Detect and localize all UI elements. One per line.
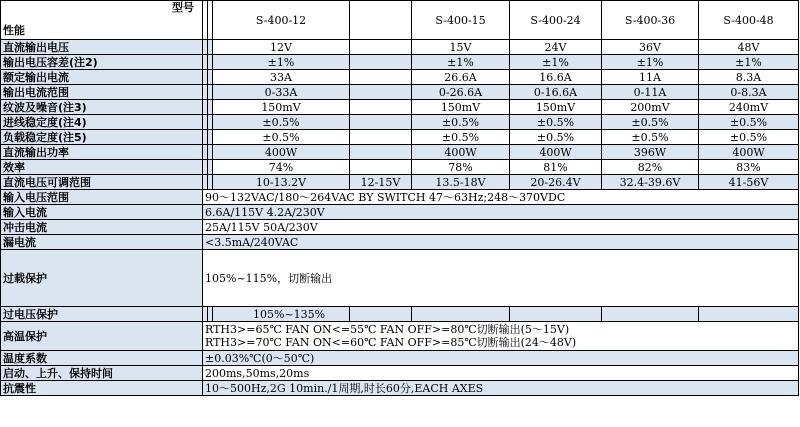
value-cell: 0-26.6A [412,85,510,100]
value-cell: 400W [699,145,799,160]
value-cell: 81% [510,160,602,175]
row-label: 过电压保护 [1,307,203,322]
value-cell: 10～500Hz,2G 10min./1周期,时长60分,EACH AXES [203,381,799,396]
model-header-label: 型号 [172,1,194,14]
value-cell: 41-56V [699,175,799,190]
row-label: 输出电压容差(注2) [1,55,203,70]
value-cell: ±1% [699,55,799,70]
value-cell: ±0.03%℃(0～50℃) [203,351,799,366]
overtemp-line-1: RTH3>=65℃ FAN ON<=55℃ FAN OFF>=80℃切断输出(5～15V) [205,323,570,336]
value-cell: 36V [602,40,699,55]
value-cell: 11A [602,70,699,85]
model-header: S-400-15 [412,1,510,40]
row-label: 直流电压可调范围 [1,175,203,190]
performance-header-label: 性能 [3,24,25,37]
row-label: 漏电流 [1,235,203,250]
value-cell: 0-33A [213,85,350,100]
spec-row-input-range [1,190,799,205]
value-cell: 32.4-39.6V [602,175,699,190]
value-cell: ±0.5% [412,115,510,130]
value-cell: 400W [213,145,350,160]
row-label: 温度系数 [1,351,203,366]
spec-row-leakage [1,235,799,250]
row-label: 直流输出功率 [1,145,203,160]
value-cell: 12V [213,40,350,55]
value-cell: 24V [510,40,602,55]
value-cell: 12-15V [350,175,412,190]
value-cell: 240mV [699,100,799,115]
spec-row [1,85,799,100]
spec-row [1,160,799,175]
spec-row [1,40,799,55]
value-cell: ±0.5% [412,130,510,145]
value-cell: ±0.5% [510,130,602,145]
value-cell: ±0.5% [213,115,350,130]
value-cell: ±1% [510,55,602,70]
value-cell: 10-13.2V [213,175,350,190]
value-cell [203,322,799,351]
row-label: 输出电流范围 [1,85,203,100]
row-label: 额定输出电流 [1,70,203,85]
spec-row-overvoltage [1,307,799,322]
spec-row-overload [1,250,799,307]
value-cell: 200mV [602,100,699,115]
value-cell: ±0.5% [699,115,799,130]
spec-row [1,115,799,130]
row-label: 冲击电流 [1,220,203,235]
model-header: S-400-36 [602,1,699,40]
value-cell: 8.3A [699,70,799,85]
row-label: 输入电流 [1,205,203,220]
value-cell: 82% [602,160,699,175]
value-cell: 20-26.4V [510,175,602,190]
value-cell: ±0.5% [699,130,799,145]
spec-row-inrush [1,220,799,235]
spec-row [1,145,799,160]
spec-row-vibration [1,381,799,396]
value-cell: 0-11A [602,85,699,100]
spec-row [1,130,799,145]
spec-row [1,55,799,70]
value-cell: 200ms,50ms,20ms [203,366,799,381]
row-label: 纹波及噪音(注3) [1,100,203,115]
row-label: 高温保护 [1,322,203,351]
value-cell: ±0.5% [602,115,699,130]
value-cell: 400W [412,145,510,160]
value-cell: 74% [213,160,350,175]
spec-row-temp-coeff [1,351,799,366]
row-label: 效率 [1,160,203,175]
row-label: 启动、上升、保持时间 [1,366,203,381]
value-cell: 13.5-18V [412,175,510,190]
value-cell: ±1% [412,55,510,70]
value-cell: ±1% [602,55,699,70]
value-cell: 78% [412,160,510,175]
row-label: 进线稳定度(注4) [1,115,203,130]
value-cell: 396W [602,145,699,160]
value-cell: 15V [412,40,510,55]
value-cell: 83% [699,160,799,175]
spec-row-timing [1,366,799,381]
value-cell: 0-16.6A [510,85,602,100]
value-cell: 150mV [213,100,350,115]
value-cell: 105%~115%，切断输出 [203,250,799,307]
value-cell: ±0.5% [510,115,602,130]
row-label: 过载保护 [1,250,203,307]
row-label: 负载稳定度(注5) [1,130,203,145]
spec-row [1,70,799,85]
value-cell: ±0.5% [213,130,350,145]
value-cell: 400W [510,145,602,160]
spec-row-overtemp [1,322,799,351]
value-cell: 16.6A [510,70,602,85]
row-label: 直流输出电压 [1,40,203,55]
model-header: S-400-12 [213,1,350,40]
value-cell: 150mV [412,100,510,115]
header-row [1,1,799,40]
model-header: S-400-24 [510,1,602,40]
value-cell: 48V [699,40,799,55]
value-cell: ±0.5% [602,130,699,145]
spec-row [1,100,799,115]
value-cell: 90～132VAC/180～264VAC BY SWITCH 47～63Hz;248～370VDC [203,190,799,205]
overtemp-line-2: RTH3>=70℃ FAN ON<=60℃ FAN OFF>=85℃切断输出(24～48V) [205,336,577,349]
spec-row-adjust [1,175,799,190]
value-cell: 105%~135% [213,307,350,322]
spec-row-input-current [1,205,799,220]
value-cell: 25A/115V 50A/230V [203,220,799,235]
value-cell: 150mV [510,100,602,115]
value-cell: 26.6A [412,70,510,85]
value-cell: ±1% [213,55,350,70]
row-label: 输入电压范围 [1,190,203,205]
value-cell: 0-8.3A [699,85,799,100]
model-header: S-400-48 [699,1,799,40]
corner-cell [1,1,203,40]
value-cell: 6.6A/115V 4.2A/230V [203,205,799,220]
blank-header [350,1,412,40]
value-cell: 33A [213,70,350,85]
row-label: 抗震性 [1,381,203,396]
value-cell: <3.5mA/240VAC [203,235,799,250]
